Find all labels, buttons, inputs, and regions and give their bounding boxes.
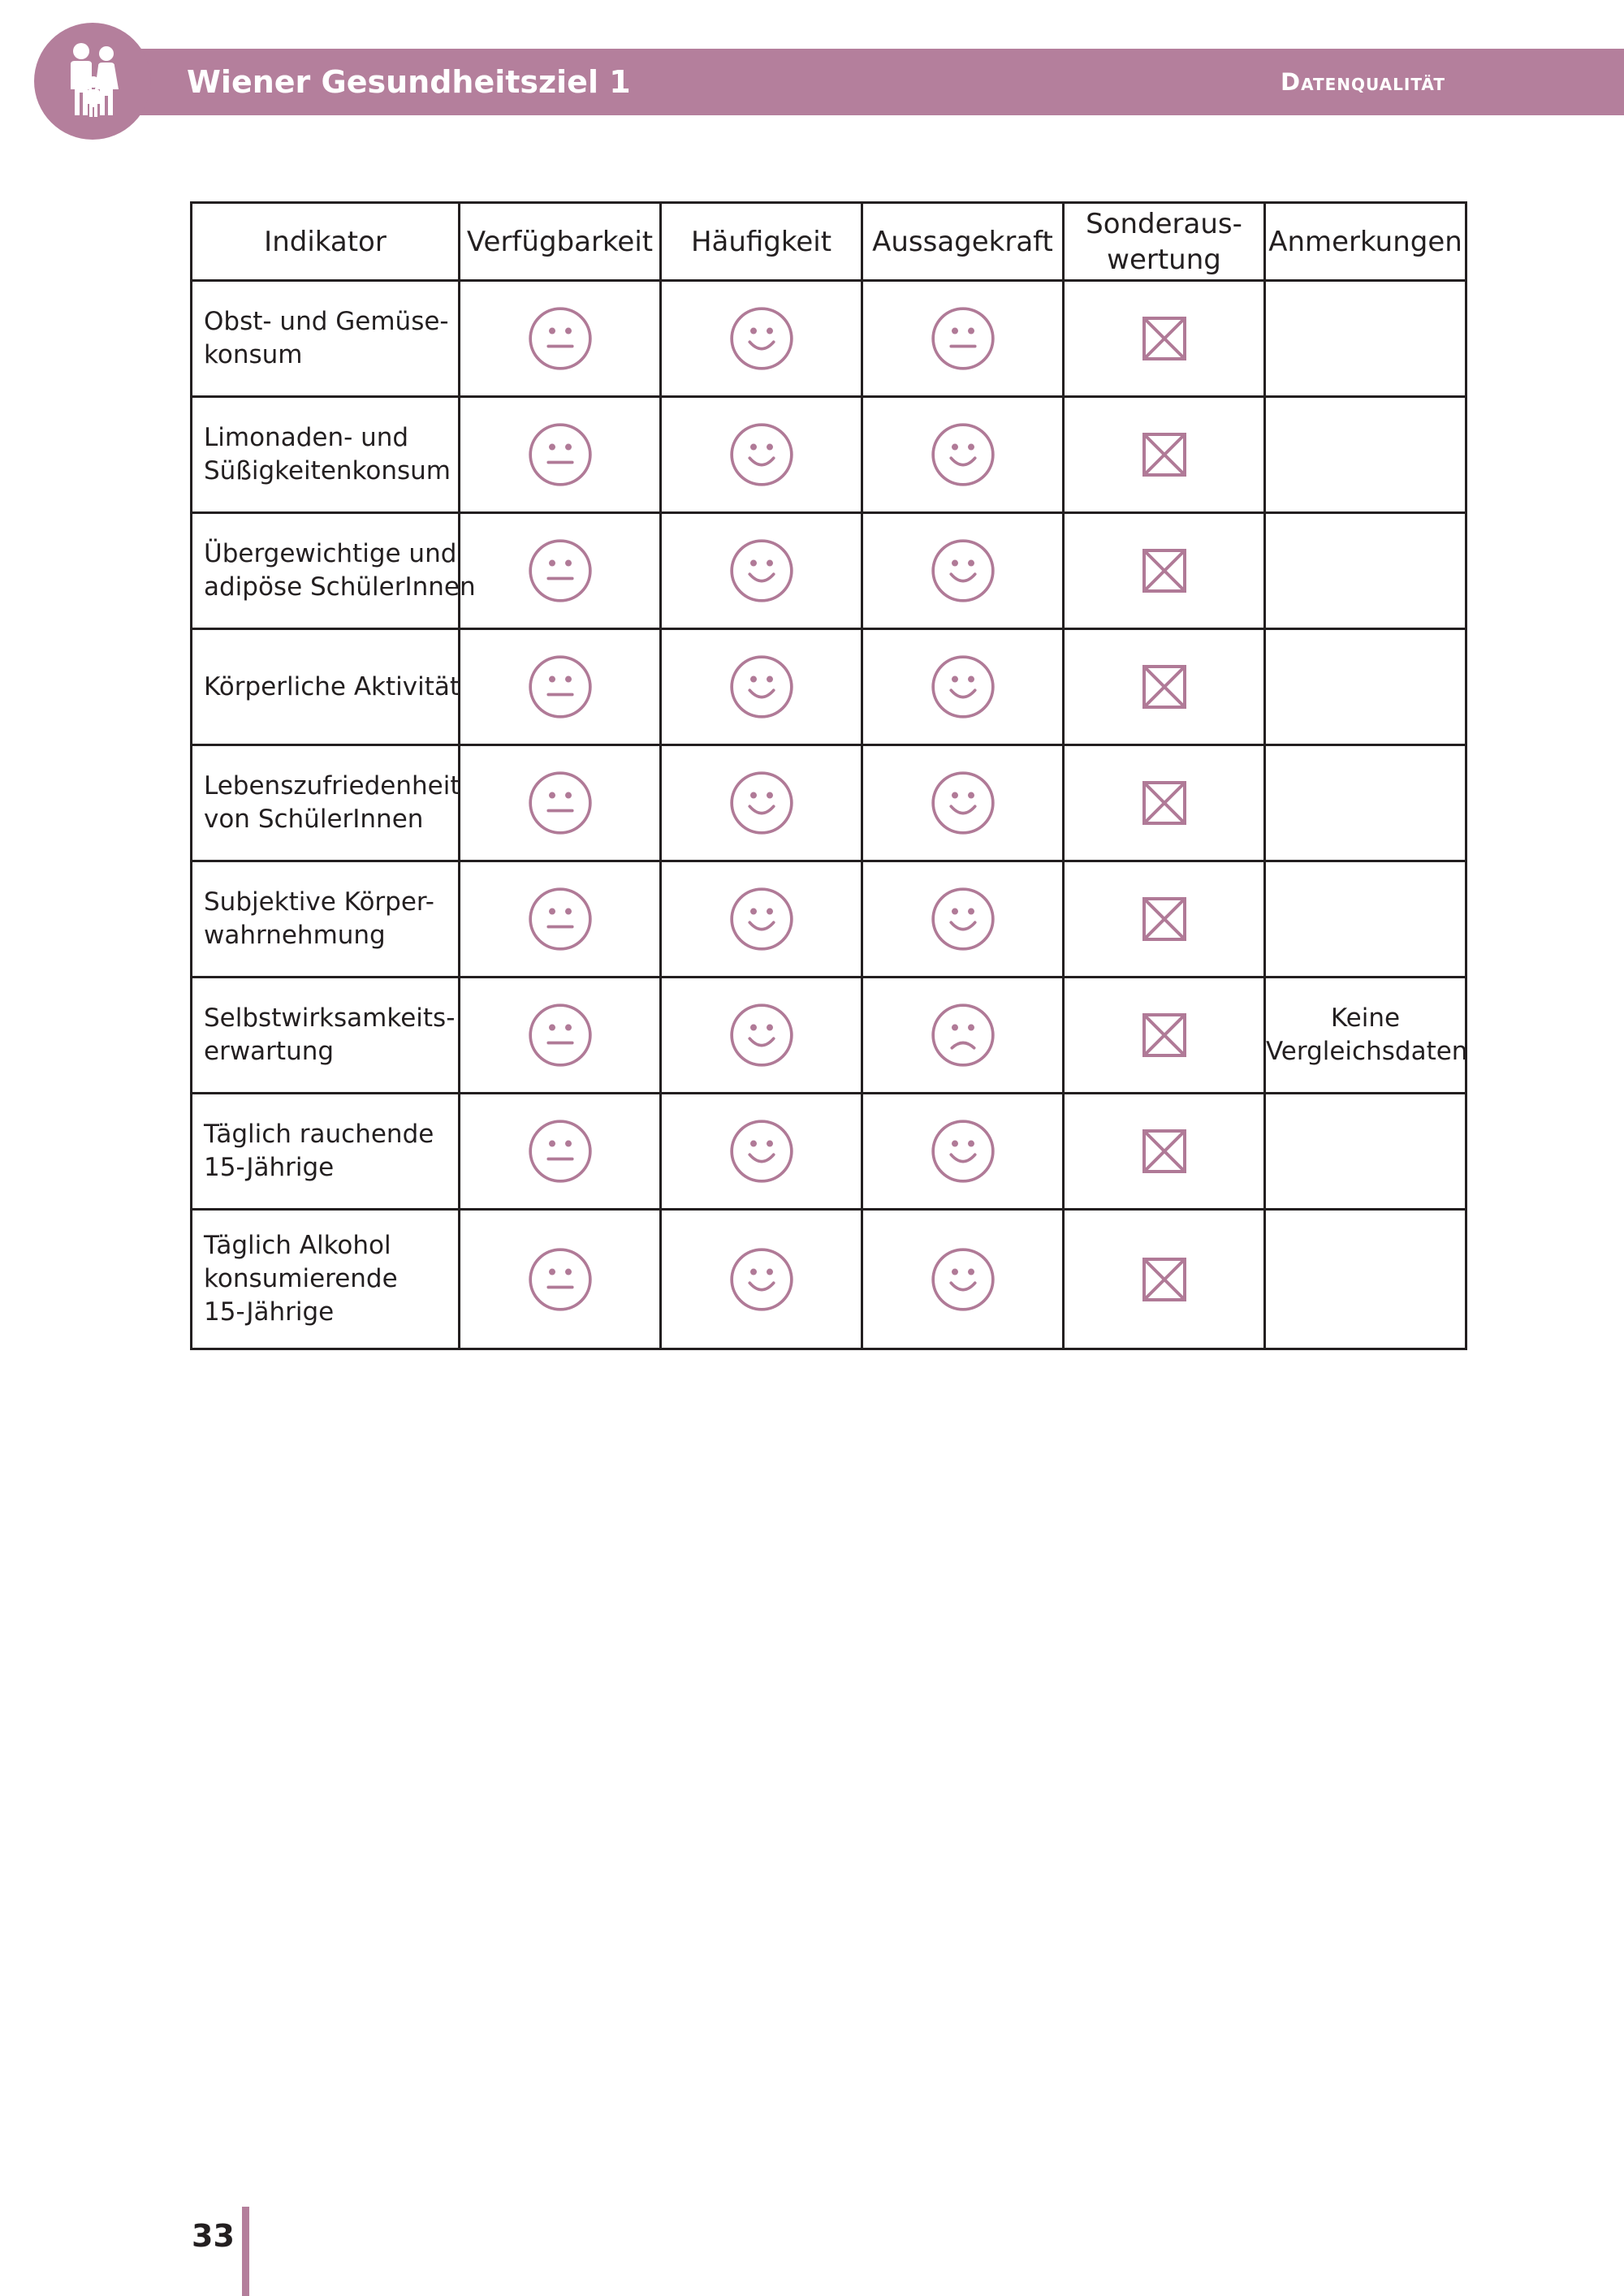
indicator-line: Übergewichtige und <box>204 539 457 568</box>
haeufigkeit-cell <box>661 397 862 513</box>
anmerkungen-cell <box>1265 513 1466 629</box>
crossed-box-icon <box>1142 1012 1187 1058</box>
crossed-box-icon <box>1142 664 1187 710</box>
header-band <box>114 49 1624 115</box>
column-header-haeufigkeit <box>661 203 862 281</box>
haeufigkeit-cell <box>661 1094 862 1210</box>
indicator-line: von SchülerInnen <box>204 805 424 834</box>
haeufigkeit-cell <box>661 513 862 629</box>
indicator-line: wahrnehmung <box>204 921 386 950</box>
neutral-smiley-icon <box>931 306 996 371</box>
sonderauswertung-cell <box>1064 629 1265 745</box>
happy-smiley-icon <box>729 422 794 487</box>
happy-smiley-icon <box>729 538 794 603</box>
sonderauswertung-cell <box>1064 978 1265 1094</box>
verfuegbarkeit-cell <box>460 745 661 861</box>
anmerkungen-cell <box>1265 397 1466 513</box>
aussagekraft-cell <box>862 397 1064 513</box>
happy-smiley-icon <box>931 538 996 603</box>
sonderauswertung-cell <box>1064 281 1265 397</box>
sonderauswertung-cell <box>1064 513 1265 629</box>
verfuegbarkeit-cell <box>460 1094 661 1210</box>
indicator-line: konsumierende <box>204 1264 398 1293</box>
table-row <box>192 513 1466 629</box>
sonderauswertung-cell <box>1064 861 1265 978</box>
sonderauswertung-cell <box>1064 745 1265 861</box>
table-header-row <box>192 203 1466 281</box>
aussagekraft-cell <box>862 745 1064 861</box>
sad-smiley-icon <box>931 1003 996 1068</box>
happy-smiley-icon <box>931 887 996 952</box>
indicator-line: erwartung <box>204 1037 335 1066</box>
anmerkung-line: Vergleichsdaten <box>1266 1037 1468 1066</box>
anmerkungen-cell <box>1265 629 1466 745</box>
neutral-smiley-icon <box>528 1119 593 1184</box>
indicator-line: adipöse SchülerInnen <box>204 572 476 602</box>
happy-smiley-icon <box>931 654 996 719</box>
indicator-line: Selbstwirksamkeits- <box>204 1003 456 1033</box>
happy-smiley-icon <box>931 1247 996 1312</box>
indicator-cell <box>192 1094 460 1210</box>
table-row <box>192 745 1466 861</box>
indicator-cell <box>192 397 460 513</box>
column-header-line: Verfügbarkeit <box>466 225 654 258</box>
verfuegbarkeit-cell <box>460 861 661 978</box>
column-header-aussagekraft <box>862 203 1064 281</box>
table-row <box>192 281 1466 397</box>
crossed-box-icon <box>1142 548 1187 593</box>
table-row <box>192 1210 1466 1349</box>
neutral-smiley-icon <box>528 654 593 719</box>
crossed-box-icon <box>1142 780 1187 826</box>
neutral-smiley-icon <box>528 887 593 952</box>
haeufigkeit-cell <box>661 861 862 978</box>
happy-smiley-icon <box>729 1003 794 1068</box>
happy-smiley-icon <box>931 422 996 487</box>
happy-smiley-icon <box>931 770 996 835</box>
indicator-line: Süßigkeitenkonsum <box>204 456 451 486</box>
column-header-line: Sonderaus- <box>1086 207 1242 240</box>
header-section: Datenqualität <box>1281 68 1445 96</box>
haeufigkeit-cell <box>661 281 862 397</box>
page-number: 33 <box>192 2218 235 2254</box>
column-header-anmerkungen <box>1265 203 1466 281</box>
happy-smiley-icon <box>729 1119 794 1184</box>
indicator-line: Täglich rauchende <box>204 1120 434 1149</box>
verfuegbarkeit-cell <box>460 978 661 1094</box>
haeufigkeit-cell <box>661 745 862 861</box>
column-header-line: Aussagekraft <box>872 225 1053 258</box>
table-row <box>192 978 1466 1094</box>
neutral-smiley-icon <box>528 1003 593 1068</box>
happy-smiley-icon <box>729 654 794 719</box>
anmerkungen-cell <box>1265 1094 1466 1210</box>
crossed-box-icon <box>1142 432 1187 477</box>
indicator-line: Lebenszufriedenheit <box>204 771 460 801</box>
indicator-line: Subjektive Körper- <box>204 887 434 917</box>
anmerkungen-cell <box>1265 281 1466 397</box>
indicator-cell <box>192 745 460 861</box>
crossed-box-icon <box>1142 1257 1187 1302</box>
happy-smiley-icon <box>729 306 794 371</box>
anmerkungen-cell <box>1265 861 1466 978</box>
column-header-indikator <box>192 203 460 281</box>
aussagekraft-cell <box>862 629 1064 745</box>
haeufigkeit-cell <box>661 629 862 745</box>
verfuegbarkeit-cell <box>460 629 661 745</box>
neutral-smiley-icon <box>528 422 593 487</box>
sonderauswertung-cell <box>1064 1210 1265 1349</box>
verfuegbarkeit-cell <box>460 513 661 629</box>
column-header-verfuegbarkeit <box>460 203 661 281</box>
family-icon <box>34 23 151 140</box>
indicator-cell <box>192 513 476 629</box>
verfuegbarkeit-cell <box>460 281 661 397</box>
haeufigkeit-cell <box>661 1210 862 1349</box>
haeufigkeit-cell <box>661 978 862 1094</box>
column-header-line: Anmerkungen <box>1268 225 1462 258</box>
anmerkungen-cell <box>1265 1210 1466 1349</box>
crossed-box-icon <box>1142 316 1187 361</box>
data-quality-table <box>190 201 1467 1350</box>
anmerkungen-cell <box>1265 978 1466 1094</box>
column-header-sonderauswertung <box>1064 203 1265 281</box>
sonderauswertung-cell <box>1064 397 1265 513</box>
indicator-line: Körperliche Aktivität <box>204 671 460 701</box>
sonderauswertung-cell <box>1064 1094 1265 1210</box>
indicator-cell <box>192 281 460 397</box>
indicator-line: 15-Jährige <box>204 1297 335 1327</box>
crossed-box-icon <box>1142 896 1187 942</box>
aussagekraft-cell <box>862 1210 1064 1349</box>
header-title: Wiener Gesundheitsziel 1 <box>187 64 631 100</box>
table-row <box>192 1094 1466 1210</box>
table-row <box>192 861 1466 978</box>
happy-smiley-icon <box>729 1247 794 1312</box>
verfuegbarkeit-cell <box>460 1210 661 1349</box>
neutral-smiley-icon <box>528 1247 593 1312</box>
crossed-box-icon <box>1142 1129 1187 1174</box>
page-number-bar <box>242 2207 249 2296</box>
anmerkung-line: Keine <box>1330 1003 1401 1033</box>
column-header-line: Indikator <box>264 225 387 258</box>
column-header-line: Häufigkeit <box>690 225 832 258</box>
neutral-smiley-icon <box>528 770 593 835</box>
aussagekraft-cell <box>862 861 1064 978</box>
neutral-smiley-icon <box>528 538 593 603</box>
table-row <box>192 629 1466 745</box>
neutral-smiley-icon <box>528 306 593 371</box>
aussagekraft-cell <box>862 1094 1064 1210</box>
indicator-cell <box>192 1210 460 1349</box>
table-row <box>192 397 1466 513</box>
aussagekraft-cell <box>862 513 1064 629</box>
aussagekraft-cell <box>862 281 1064 397</box>
indicator-line: Obst- und Gemüse- <box>204 307 449 336</box>
aussagekraft-cell <box>862 978 1064 1094</box>
verfuegbarkeit-cell <box>460 397 661 513</box>
anmerkungen-cell <box>1265 745 1466 861</box>
indicator-line: konsum <box>204 340 303 369</box>
indicator-line: Limonaden- und <box>204 423 409 452</box>
happy-smiley-icon <box>729 887 794 952</box>
happy-smiley-icon <box>931 1119 996 1184</box>
indicator-cell <box>192 629 460 745</box>
indicator-cell <box>192 861 460 978</box>
happy-smiley-icon <box>729 770 794 835</box>
indicator-line: 15-Jährige <box>204 1153 335 1182</box>
logo-badge <box>34 23 151 140</box>
indicator-cell <box>192 978 460 1094</box>
column-header-line: wertung <box>1107 243 1221 276</box>
indicator-line: Täglich Alkohol <box>204 1231 391 1260</box>
